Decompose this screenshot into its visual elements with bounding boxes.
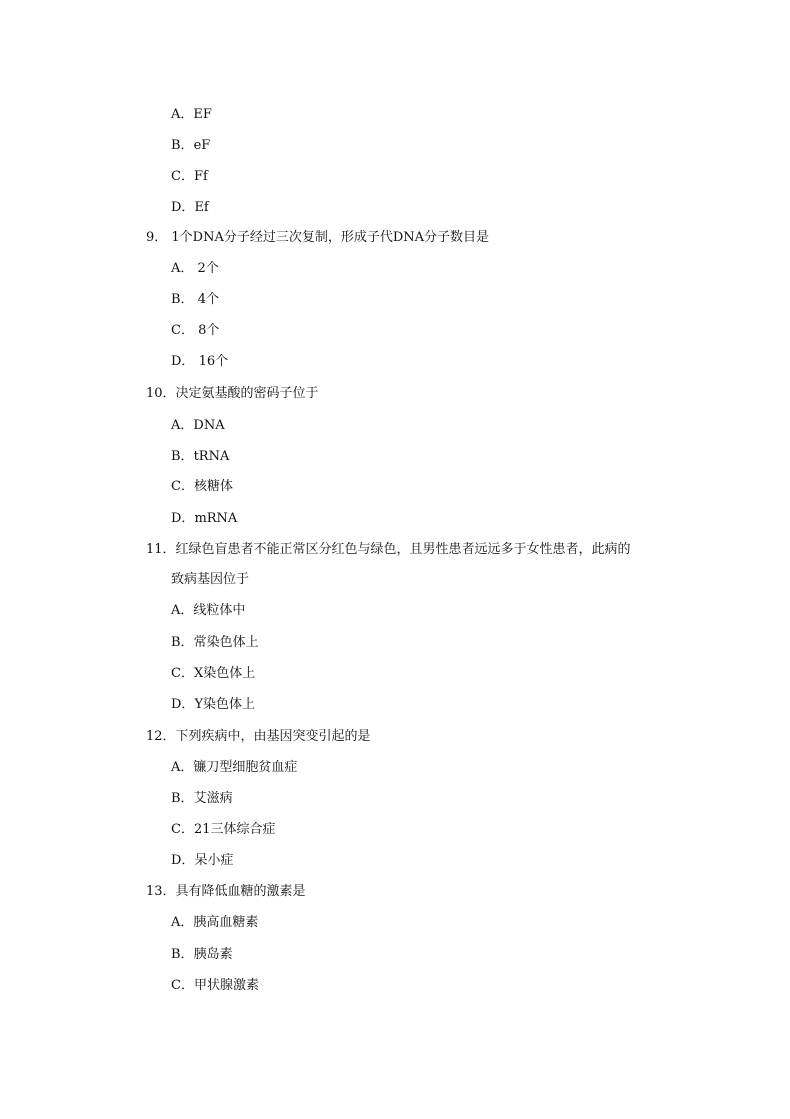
q12-option-d: D．呆小症 <box>171 853 234 868</box>
q13-option-b: B．胰岛素 <box>171 947 233 962</box>
question-13-stem: 13．具有降低血糖的激素是 <box>146 884 306 899</box>
q10-option-c: C．核糖体 <box>171 479 233 494</box>
q13-option-a: A．胰高血糖素 <box>171 915 259 930</box>
option-a: A．EF <box>171 107 212 122</box>
q11-option-c: C．X染色体上 <box>171 666 256 681</box>
q10-option-a: A．DNA <box>171 418 225 433</box>
q9-option-c: C． 8个 <box>171 323 220 338</box>
q9-option-a: A． 2个 <box>171 261 219 276</box>
q13-option-c: C．甲状腺激素 <box>171 978 259 993</box>
q11-option-a: A．线粒体中 <box>171 603 246 618</box>
q12-option-c: C．21三体综合症 <box>171 822 276 837</box>
q10-option-b: B．tRNA <box>171 449 230 464</box>
q11-option-d: D．Y染色体上 <box>171 697 256 712</box>
q9-option-d: D． 16个 <box>171 354 229 369</box>
question-12-stem: 12．下列疾病中，由基因突变引起的是 <box>146 729 371 744</box>
q12-option-a: A．镰刀型细胞贫血症 <box>171 760 298 775</box>
question-9-stem: 9． 1个DNA分子经过三次复制，形成子代DNA分子数目是 <box>146 230 490 245</box>
option-d: D．Ef <box>171 200 209 215</box>
question-11-stem: 11．红绿色盲患者不能正常区分红色与绿色，且男性患者远远多于女性患者，此病的 <box>146 542 631 557</box>
option-c: C．Ff <box>171 169 208 184</box>
q9-option-b: B． 4个 <box>171 292 219 307</box>
question-10-stem: 10．决定氨基酸的密码子位于 <box>146 386 319 401</box>
option-b: B．eF <box>171 138 211 153</box>
q10-option-d: D．mRNA <box>171 511 238 526</box>
q11-option-b: B．常染色体上 <box>171 635 259 650</box>
question-11-stem-continued: 致病基因位于 <box>171 572 250 587</box>
q12-option-b: B．艾滋病 <box>171 791 233 806</box>
